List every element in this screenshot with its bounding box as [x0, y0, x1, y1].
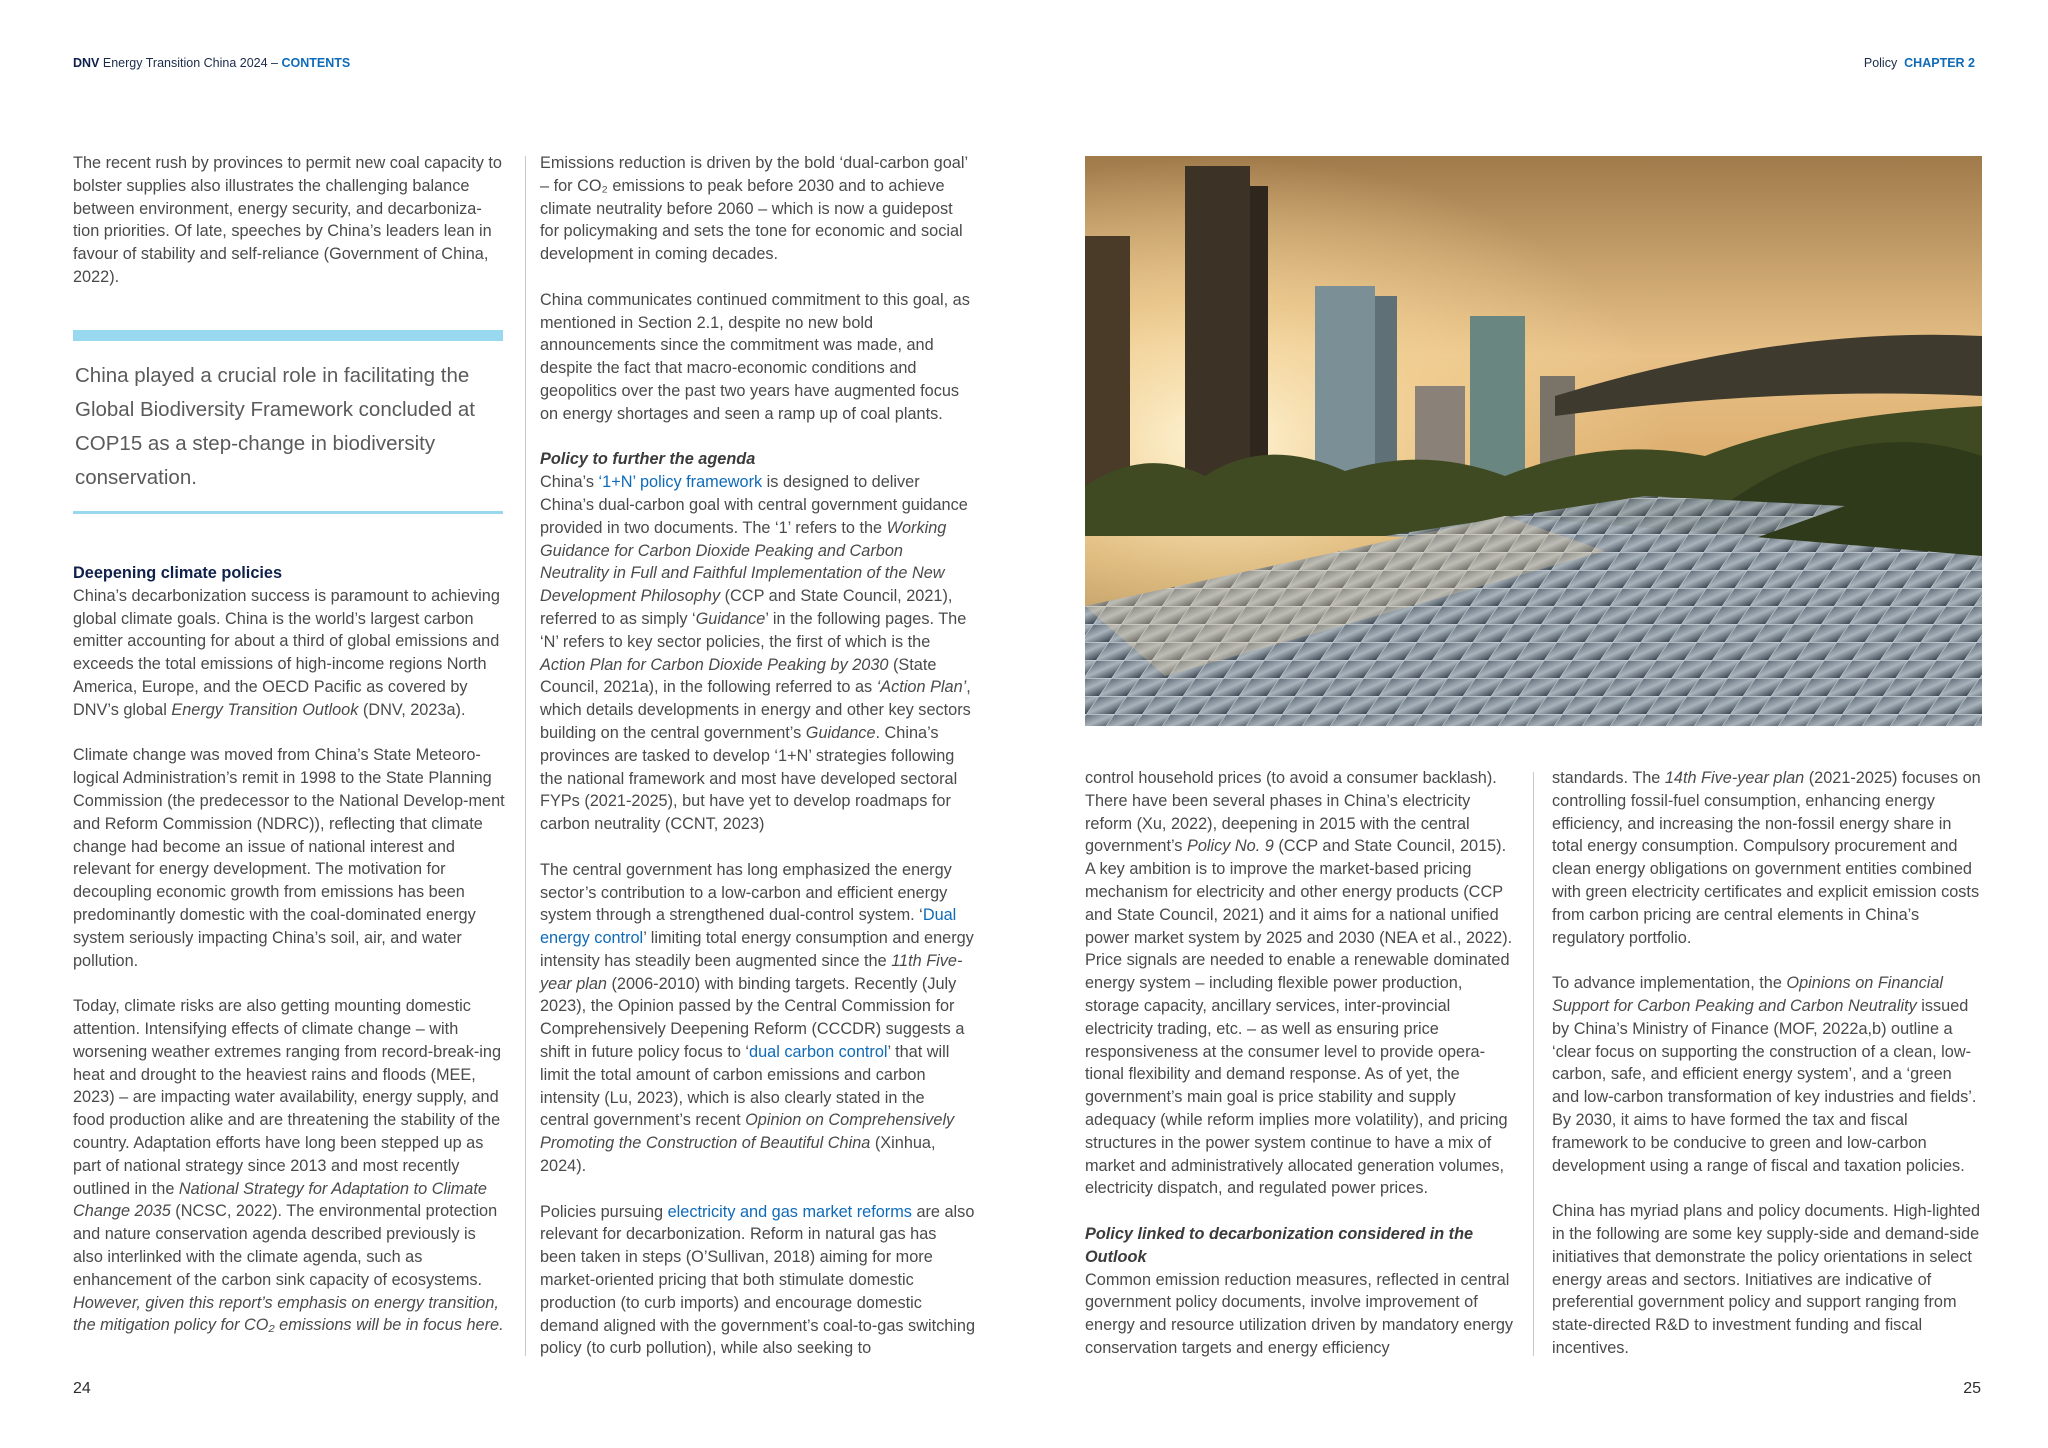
- subhead-policy-agenda: Policy to further the agenda: [540, 450, 756, 469]
- text-run: issued by China’s Ministry of Finance (MOF, 2022a,b) outline a ‘clear focus on supporting the construction of a clean, low-carbon, safe, and efficient energy system’, and a ‘green and low-carbon transformation of key industries and fields’. By 2030, it aims to have formed the tax and fiscal framework to be conducive to green and low-carbon development using a range of fiscal and taxation policies.: [1552, 996, 1977, 1175]
- chapter-label: CHAPTER 2: [1904, 56, 1975, 70]
- pull-quote-bottom-rule: [73, 511, 503, 514]
- running-header-right: [1864, 56, 1975, 70]
- subhead-deepening-climate-policies: Deepening climate policies: [73, 564, 283, 582]
- intro-paragraph: The recent rush by provinces to permit new coal capacity to bolster supplies also illustrates the challenging balance between environment, energy security, and decarboniza-tion priorities. Of late, speeches by China’s leaders lean in favour of stability and self-reliance (Government of China, 2022).: [73, 154, 502, 286]
- text-run: ’ limiting total energy consumption and energy intensity has steadily been augmented since the: [540, 929, 974, 970]
- link-1n-framework[interactable]: ‘1+N’ policy framework: [598, 473, 763, 492]
- text-run: China’s: [540, 473, 599, 492]
- column-4: [1552, 767, 1982, 1383]
- text-run: (Xinhua, 2024).: [540, 1134, 936, 1176]
- paragraph: [540, 1201, 976, 1361]
- text-run: are also relevant for decarbonization. Reform in natural gas has been taken in steps (O’Sullivan, 2018) aiming for more market-oriented pricing that both stimulate domestic production (to curb imports) and encourage domestic demand aligned with the government’s coal-to-gas switching policy (to curb pollution), while also seeking to: [540, 1202, 976, 1358]
- page-number-right: 25: [1963, 1380, 1981, 1397]
- link-dual-carbon-control[interactable]: dual carbon control: [749, 1043, 888, 1062]
- paragraph: [540, 859, 976, 1178]
- paragraph: [1085, 767, 1515, 1200]
- emphasis-run: Policy No. 9: [1186, 837, 1274, 856]
- text-run: . China’s provinces are tasked to develop ‘1+N’ strategies following the national framework and most have developed sectoral FYPs (2021-2025), but have yet to develop roadmaps for carbon neutrality (CCNT, 2023): [540, 723, 958, 834]
- column-1-body: [73, 562, 505, 1360]
- emphasis-run: National Strategy for Adaptation to Climate Change 2035: [73, 1179, 487, 1221]
- text-run: control household prices (to avoid a consumer backlash). There have been several phases in China’s electricity reform (Xu, 2022), deepening in 2015 with the central government’s: [1085, 769, 1497, 856]
- paragraph: [1552, 767, 1982, 949]
- column-3: [1085, 767, 1515, 1383]
- text-run: (DNV, 2023a).: [358, 700, 466, 719]
- photo-illustration: [1085, 156, 1982, 726]
- paragraph: Common emission reduction measures, reflected in central government policy documents, involve improvement of energy and resource utilization driven by mandatory energy conservation targets and energy efficiency: [1085, 1270, 1514, 1357]
- text-run: (2006-2010) with binding targets. Recently (July 2023), the Opinion passed by the Central Commission for Comprehensively Deepening Reform (CCCDR) suggests a shift in future policy focus to ‘: [540, 974, 965, 1062]
- emphasis-run: Energy Transition Outlook: [171, 700, 359, 719]
- text-run: standards. The: [1552, 769, 1665, 787]
- column-divider: [1533, 772, 1534, 1356]
- emphasis-run: Action Plan for Carbon Dioxide Peaking by 2030: [540, 655, 889, 674]
- page-number-left: 24: [73, 1380, 91, 1397]
- pull-quote-text: China played a crucial role in facilitating the Global Biodiversity Framework concluded at COP15 as a step-change in biodiversity conservation.: [75, 364, 475, 489]
- text-run: To advance implementation, the: [1552, 974, 1787, 993]
- text-run: ’ that will limit the total amount of carbon emissions and carbon intensity (Lu, 2023), which is also clearly stated in the central government’s recent: [540, 1043, 950, 1130]
- link-market-reforms[interactable]: electricity and gas market reforms: [667, 1202, 912, 1221]
- emphasis-run: Working Guidance for Carbon Dioxide Peaking and Carbon Neutrality in Full and Faithful Implementation of the New Development Philosophy: [540, 518, 947, 606]
- link-dual-energy-control[interactable]: Dual energy control: [540, 906, 957, 948]
- solar-panels-city-skyline-photo: [1085, 156, 1982, 726]
- pull-quote-top-bar: [73, 330, 503, 341]
- contents-link[interactable]: CONTENTS: [281, 56, 351, 70]
- running-header-left: [73, 56, 350, 70]
- text-run: ’ in the following pages. The ‘N’ refers to key sector policies, the first of which is the: [540, 609, 967, 651]
- pull-quote: [73, 330, 503, 514]
- section-name: Policy: [1863, 56, 1898, 70]
- subhead-policy-linked: Policy linked to decarbonization considered in the Outlook: [1085, 1224, 1474, 1266]
- paragraph: [73, 995, 505, 1337]
- text-run: , which details developments in energy and other key sectors building on the central government’s: [540, 678, 971, 742]
- paragraph: Climate change was moved from China’s State Meteoro-logical Administration’s remit in 1998 to the State Planning Commission (the predecessor to the National Develop-ment and Reform Commission (NDRC)), reflecting that climate change had become an issue of national interest and relevant for energy development. The motivation for decoupling economic growth from emissions has been predominantly domestic with the coal-dominated energy system seriously impacting China’s soil, air, and water pollution.: [73, 746, 505, 970]
- text-run: (2021-2025) focuses on controlling fossil-fuel consumption, enhancing energy efficiency, and increasing the non-fossil energy share in total energy consumption. Compulsory procurement and clean energy obligations on government entities combined with green electricity certificates and explicit emission costs from carbon pricing are central elements in China’s regulatory portfolio.: [1552, 769, 1981, 947]
- column-1: [73, 152, 505, 312]
- paragraph: [73, 585, 505, 722]
- text-run: Policies pursuing: [540, 1202, 668, 1221]
- text-run: China’s decarbonization success is paramount to achieving global climate goals. China is the world’s largest carbon emitter accounting for about a third of global emissions and exceeds the total emissions of high-income regions North America, Europe, and the OECD Pacific as covered by DNV’s global: [73, 586, 500, 719]
- paragraph: China communicates continued commitment to this goal, as mentioned in Section 2.1, despite no new bold announcements since the commitment was made, and despite the fact that macro-economic conditions and geopolitics over the past two years have augmented focus on energy shortages and seen a ramp up of coal plants.: [540, 290, 970, 423]
- emphasis-run: 14th Five-year plan: [1664, 769, 1805, 787]
- emphasis-run: Guidance: [805, 723, 876, 742]
- emphasis-run: ‘Action Plan’: [876, 678, 967, 697]
- text-run: The central government has long emphasized the energy sector’s contribution to a low-carbon and efficient energy system through a strengthened dual-control system. ‘: [540, 860, 952, 925]
- report-title: Energy Transition China 2024 –: [102, 56, 279, 70]
- emphasis-run: Opinion on Comprehensively Promoting the Construction of Beautiful China: [540, 1111, 955, 1153]
- text-run: is designed to deliver China’s dual-carbon goal with central government guidance provided in two documents. The ‘1’ refers to the: [540, 473, 968, 537]
- text-run: (State Council, 2021a), in the following referred to as: [540, 655, 937, 697]
- column-2: [540, 152, 976, 1383]
- text-run: (CCP and State Council, 2015). A key ambition is to improve the market-based pricing mechanism for electricity and other energy products (CCP and State Council, 2021) and it aims for a national unified power market system by 2025 and 2030 (NEA et al., 2022). Price signals are needed to enable a renewable dominated energy system – including flexible power production, storage capacity, ancillary services, inter-provincial electricity trading, etc. – as well as ensuring price responsiveness at the consumer level to provide opera-tional flexibility and demand response. As of yet, the government’s main goal is price stability and supply adequacy (while reform implies more volatility), and pricing structures in the power system continue to have a mix of market and administratively allocated generation volumes, electricity dispatch, and regulated power prices.: [1085, 837, 1513, 1198]
- emphasis-run: However, given this report’s emphasis on energy transition, the mitigation policy for CO₂ emissions will be in focus here.: [73, 1293, 504, 1335]
- emphasis-run: Guidance: [695, 609, 766, 628]
- paragraph: China has myriad plans and policy documents. High-lighted in the following are some key supply-side and demand-side initiatives that demonstrate the policy orientations in select energy areas and sectors. Initiatives are indicative of preferential government policy and support ranging from state-directed R&D to investment funding and fiscal incentives.: [1552, 1202, 1981, 1357]
- column-divider: [525, 156, 526, 1356]
- text-run: (NCSC, 2022). The environmental protection and nature conservation agenda described previously is also interlinked with the climate agenda, such as enhancement of the carbon sink capacity of ecosystems.: [73, 1202, 498, 1289]
- paragraph: [1552, 972, 1982, 1177]
- text-run: Today, climate risks are also getting mounting domestic attention. Intensifying effects of climate change – with worsening weather extremes ranging from record-break-ing heat and drought to the heaviest rains and floods (MEE, 2023) – are impacting water availability, energy supply, and food production alike and are threatening the stability of the country. Adaptation efforts have long been stepped up as part of national strategy since 2013 and most recently outlined in the: [73, 997, 502, 1198]
- brand-name: DNV: [73, 56, 100, 70]
- emphasis-run: 11th Five-year plan: [540, 951, 963, 993]
- paragraph: Emissions reduction is driven by the bold ‘dual-carbon goal’ – for CO₂ emissions to peak before 2030 and to achieve climate neutrality before 2060 – which is now a guidepost for policymaking and sets the tone for economic and social development in coming decades.: [540, 154, 968, 264]
- text-run: (CCP and State Council, 2021), referred to as simply ‘: [540, 587, 953, 628]
- paragraph: [540, 471, 976, 836]
- emphasis-run: Opinions on Financial Support for Carbon Peaking and Carbon Neutrality: [1552, 974, 1943, 1015]
